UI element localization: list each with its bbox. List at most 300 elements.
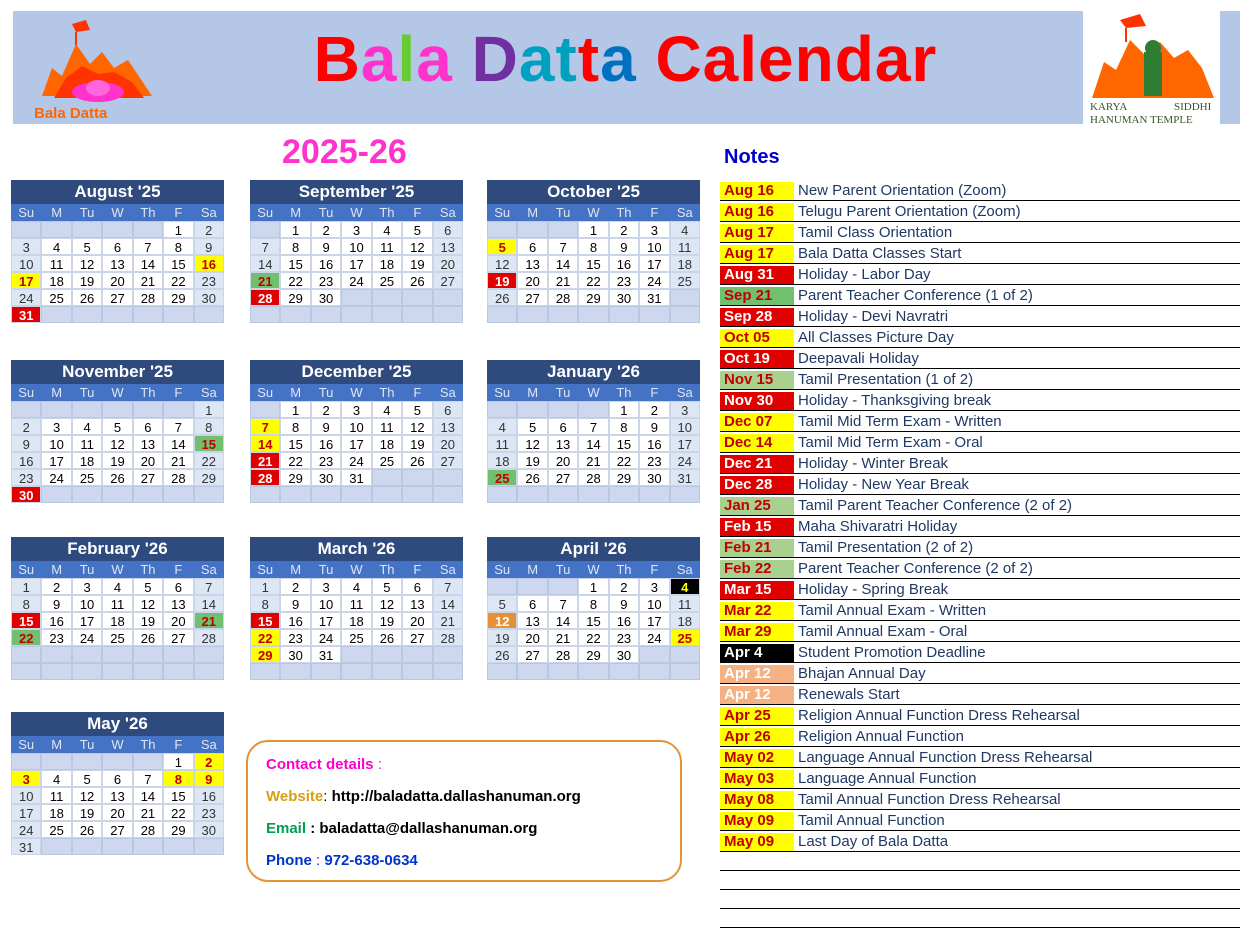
day-cell: 12 bbox=[102, 435, 132, 452]
contact-box: Contact details : Website: http://baladatta.dallashanuman.org Email : baladatta@dallashanuman.org Phone : 972-638-0634 bbox=[246, 740, 682, 882]
day-cell-empty bbox=[250, 486, 280, 503]
note-row bbox=[720, 390, 1240, 411]
note-text: All Classes Picture Day bbox=[798, 329, 954, 346]
day-cell-empty bbox=[280, 486, 310, 503]
day-cell: 11 bbox=[670, 595, 700, 612]
weekday-label: Su bbox=[257, 385, 274, 400]
weekday-label: Sa bbox=[676, 205, 693, 220]
day-cell-empty bbox=[11, 753, 41, 770]
website-link[interactable]: http://baladatta.dallashanuman.org bbox=[331, 788, 581, 805]
title-letter: t bbox=[577, 23, 601, 95]
day-cell: 21 bbox=[250, 272, 280, 289]
day-cell: 10 bbox=[11, 787, 41, 804]
day-cell: 4 bbox=[372, 401, 402, 418]
day-cell: 17 bbox=[11, 804, 41, 821]
day-cell: 21 bbox=[133, 272, 163, 289]
weekday-label: F bbox=[174, 385, 183, 400]
day-cell-empty bbox=[72, 753, 102, 770]
day-cell-empty bbox=[250, 663, 280, 680]
note-row bbox=[720, 474, 1240, 495]
day-cell: 24 bbox=[341, 272, 371, 289]
day-cell: 21 bbox=[548, 272, 578, 289]
day-cell-empty bbox=[670, 289, 700, 306]
month-title: March '26 bbox=[250, 537, 463, 561]
day-cell: 2 bbox=[194, 753, 224, 770]
day-cell-empty bbox=[578, 663, 608, 680]
day-cell-empty bbox=[250, 306, 280, 323]
note-row bbox=[720, 348, 1240, 369]
month-calendar bbox=[250, 537, 463, 680]
note-row bbox=[720, 768, 1240, 789]
day-cell-empty bbox=[609, 306, 639, 323]
day-cell: 4 bbox=[41, 770, 71, 787]
weekday-label: Sa bbox=[676, 562, 693, 577]
day-cell: 8 bbox=[163, 238, 193, 255]
day-cell: 11 bbox=[41, 787, 71, 804]
day-cell: 23 bbox=[609, 272, 639, 289]
weekday-label: Tu bbox=[555, 385, 571, 400]
weekday-header bbox=[11, 204, 224, 221]
day-cell: 5 bbox=[487, 238, 517, 255]
weekday-label: Th bbox=[379, 385, 395, 400]
title-letter: B bbox=[313, 23, 361, 95]
day-cell: 3 bbox=[41, 418, 71, 435]
day-cell: 24 bbox=[639, 272, 669, 289]
day-cell: 12 bbox=[72, 255, 102, 272]
day-cell: 13 bbox=[517, 255, 547, 272]
weekday-header bbox=[250, 384, 463, 401]
weekday-label: M bbox=[527, 205, 539, 220]
day-cell: 25 bbox=[72, 469, 102, 486]
phone-number[interactable]: 972-638-0634 bbox=[324, 852, 418, 869]
note-date: Dec 28 bbox=[720, 476, 794, 494]
note-row bbox=[720, 831, 1240, 852]
day-cell: 23 bbox=[41, 629, 71, 646]
title-letter: l bbox=[397, 23, 417, 95]
day-cell: 14 bbox=[250, 435, 280, 452]
day-cell: 14 bbox=[133, 787, 163, 804]
note-row bbox=[720, 306, 1240, 327]
day-cell-empty bbox=[102, 306, 132, 323]
month-calendar bbox=[487, 180, 700, 323]
day-cell: 29 bbox=[280, 469, 310, 486]
day-cell: 22 bbox=[578, 272, 608, 289]
day-cell: 14 bbox=[433, 595, 463, 612]
weekday-label: W bbox=[111, 385, 124, 400]
note-row bbox=[720, 201, 1240, 222]
day-cell-empty bbox=[72, 663, 102, 680]
year-label: 2025-26 bbox=[282, 133, 407, 171]
day-cell: 20 bbox=[433, 255, 463, 272]
day-cell: 28 bbox=[133, 821, 163, 838]
day-cell-empty bbox=[402, 663, 432, 680]
day-cell-empty bbox=[548, 486, 578, 503]
day-cell-empty bbox=[639, 486, 669, 503]
day-cell-empty bbox=[280, 306, 310, 323]
day-cell: 21 bbox=[433, 612, 463, 629]
email-link[interactable]: baladatta@dallashanuman.org bbox=[319, 820, 538, 837]
note-row bbox=[720, 327, 1240, 348]
title-letter: D bbox=[471, 23, 519, 95]
day-cell: 14 bbox=[250, 255, 280, 272]
day-cell-empty bbox=[487, 221, 517, 238]
day-cell: 10 bbox=[639, 595, 669, 612]
day-cell-empty bbox=[72, 401, 102, 418]
weekday-label: Tu bbox=[318, 562, 334, 577]
contact-heading-sep: : bbox=[373, 756, 382, 773]
day-cell: 27 bbox=[133, 469, 163, 486]
day-cell: 16 bbox=[609, 255, 639, 272]
day-cell: 17 bbox=[341, 435, 371, 452]
day-cell: 6 bbox=[163, 578, 193, 595]
note-date: Apr 12 bbox=[720, 686, 794, 704]
weekday-label: Tu bbox=[318, 385, 334, 400]
day-cell: 4 bbox=[372, 221, 402, 238]
day-cell-empty bbox=[41, 646, 71, 663]
day-cell-empty bbox=[11, 401, 41, 418]
weekday-label: W bbox=[587, 562, 600, 577]
day-cell: 9 bbox=[311, 238, 341, 255]
month-title: November '25 bbox=[11, 360, 224, 384]
day-cell: 1 bbox=[11, 578, 41, 595]
note-text: Renewals Start bbox=[798, 686, 900, 703]
day-cell: 13 bbox=[102, 255, 132, 272]
day-cell: 24 bbox=[311, 629, 341, 646]
day-cell-empty bbox=[402, 289, 432, 306]
phone-label: Phone bbox=[266, 852, 312, 869]
weekday-header bbox=[11, 384, 224, 401]
note-text: Student Promotion Deadline bbox=[798, 644, 986, 661]
month-calendar bbox=[11, 360, 224, 503]
day-cell: 17 bbox=[670, 435, 700, 452]
day-cell-empty bbox=[250, 401, 280, 418]
note-date: May 09 bbox=[720, 812, 794, 830]
day-cell: 16 bbox=[280, 612, 310, 629]
day-cell: 18 bbox=[341, 612, 371, 629]
day-cell: 26 bbox=[402, 452, 432, 469]
day-cell: 4 bbox=[72, 418, 102, 435]
weekday-label: Su bbox=[494, 205, 511, 220]
day-cell: 12 bbox=[372, 595, 402, 612]
day-cell-empty bbox=[72, 838, 102, 855]
day-cell: 11 bbox=[72, 435, 102, 452]
day-cell-empty bbox=[133, 838, 163, 855]
note-row bbox=[720, 285, 1240, 306]
day-cell: 11 bbox=[372, 418, 402, 435]
day-cell: 23 bbox=[639, 452, 669, 469]
day-cell-empty bbox=[517, 663, 547, 680]
weekday-label: W bbox=[111, 205, 124, 220]
day-cell-empty bbox=[341, 646, 371, 663]
day-cell: 30 bbox=[194, 821, 224, 838]
month-title: October '25 bbox=[487, 180, 700, 204]
day-cell: 18 bbox=[670, 612, 700, 629]
day-cell: 7 bbox=[250, 418, 280, 435]
day-cell: 19 bbox=[372, 612, 402, 629]
day-cell: 28 bbox=[250, 289, 280, 306]
day-cell-empty bbox=[72, 221, 102, 238]
note-date: May 09 bbox=[720, 833, 794, 851]
note-date: May 02 bbox=[720, 749, 794, 767]
day-cell: 25 bbox=[372, 272, 402, 289]
day-cell: 28 bbox=[578, 469, 608, 486]
day-cell-empty bbox=[133, 753, 163, 770]
day-cell: 9 bbox=[609, 238, 639, 255]
day-cell-empty bbox=[163, 838, 193, 855]
day-cell: 7 bbox=[250, 238, 280, 255]
month-title: January '26 bbox=[487, 360, 700, 384]
day-cell: 1 bbox=[194, 401, 224, 418]
day-cell: 26 bbox=[102, 469, 132, 486]
day-grid bbox=[11, 578, 224, 680]
day-cell: 27 bbox=[402, 629, 432, 646]
day-cell: 10 bbox=[639, 238, 669, 255]
day-cell: 24 bbox=[639, 629, 669, 646]
day-cell: 27 bbox=[517, 289, 547, 306]
day-cell: 7 bbox=[548, 595, 578, 612]
note-date: Nov 30 bbox=[720, 392, 794, 410]
title-letter: r bbox=[911, 23, 938, 95]
note-row bbox=[720, 684, 1240, 705]
weekday-label: Su bbox=[18, 737, 35, 752]
day-cell: 18 bbox=[102, 612, 132, 629]
day-cell: 28 bbox=[250, 469, 280, 486]
day-cell: 18 bbox=[372, 255, 402, 272]
day-cell: 19 bbox=[72, 272, 102, 289]
title-letter: d bbox=[834, 23, 875, 95]
day-cell: 6 bbox=[433, 401, 463, 418]
day-cell: 27 bbox=[102, 289, 132, 306]
day-cell-empty bbox=[517, 401, 547, 418]
day-cell: 19 bbox=[133, 612, 163, 629]
day-cell: 14 bbox=[133, 255, 163, 272]
day-cell: 14 bbox=[548, 612, 578, 629]
weekday-label: W bbox=[587, 205, 600, 220]
note-date: Oct 05 bbox=[720, 329, 794, 347]
day-cell: 29 bbox=[578, 289, 608, 306]
day-cell-empty bbox=[670, 306, 700, 323]
note-date: Nov 15 bbox=[720, 371, 794, 389]
website-label: Website bbox=[266, 788, 324, 805]
day-cell: 9 bbox=[311, 418, 341, 435]
karya-siddhi-logo bbox=[1086, 12, 1220, 126]
note-row bbox=[720, 810, 1240, 831]
day-cell: 13 bbox=[433, 238, 463, 255]
day-cell: 24 bbox=[41, 469, 71, 486]
day-cell: 19 bbox=[517, 452, 547, 469]
note-text: Holiday - Thanksgiving break bbox=[798, 392, 992, 409]
day-cell: 22 bbox=[280, 452, 310, 469]
weekday-label: Su bbox=[494, 562, 511, 577]
day-cell: 10 bbox=[11, 255, 41, 272]
note-row bbox=[720, 600, 1240, 621]
page-title bbox=[0, 22, 1251, 96]
day-cell-empty bbox=[372, 486, 402, 503]
notes-list bbox=[720, 180, 1240, 928]
note-text: Bala Datta Classes Start bbox=[798, 245, 962, 262]
day-cell-empty bbox=[194, 838, 224, 855]
day-cell: 13 bbox=[102, 787, 132, 804]
title-letter: e bbox=[758, 23, 795, 95]
month-calendar bbox=[487, 537, 700, 680]
day-cell: 10 bbox=[72, 595, 102, 612]
weekday-label: Sa bbox=[200, 205, 217, 220]
note-date: Apr 12 bbox=[720, 665, 794, 683]
day-cell: 22 bbox=[194, 452, 224, 469]
title-letter: a bbox=[360, 23, 398, 95]
day-cell: 25 bbox=[670, 629, 700, 646]
day-cell-empty bbox=[250, 221, 280, 238]
day-cell: 5 bbox=[72, 770, 102, 787]
weekday-label: Su bbox=[494, 385, 511, 400]
day-cell: 25 bbox=[341, 629, 371, 646]
email-label: Email bbox=[266, 820, 307, 837]
day-cell: 22 bbox=[280, 272, 310, 289]
day-cell: 23 bbox=[311, 272, 341, 289]
month-title: August '25 bbox=[11, 180, 224, 204]
note-row bbox=[720, 871, 1240, 890]
day-cell: 9 bbox=[639, 418, 669, 435]
note-row bbox=[720, 579, 1240, 600]
day-cell: 28 bbox=[194, 629, 224, 646]
note-row bbox=[720, 264, 1240, 285]
day-cell: 15 bbox=[250, 612, 280, 629]
note-row bbox=[720, 222, 1240, 243]
day-cell: 15 bbox=[578, 612, 608, 629]
day-cell: 20 bbox=[517, 272, 547, 289]
day-cell: 26 bbox=[72, 289, 102, 306]
note-text: Parent Teacher Conference (1 of 2) bbox=[798, 287, 1033, 304]
day-cell: 7 bbox=[578, 418, 608, 435]
day-cell: 12 bbox=[133, 595, 163, 612]
weekday-label: Tu bbox=[79, 562, 95, 577]
day-cell: 5 bbox=[72, 238, 102, 255]
day-cell: 18 bbox=[41, 272, 71, 289]
note-row bbox=[720, 909, 1240, 928]
day-cell: 13 bbox=[433, 418, 463, 435]
day-cell-empty bbox=[639, 646, 669, 663]
day-cell: 2 bbox=[11, 418, 41, 435]
note-text: Tamil Class Orientation bbox=[798, 224, 953, 241]
day-cell: 6 bbox=[402, 578, 432, 595]
note-text: Holiday - Spring Break bbox=[798, 581, 949, 598]
day-cell: 27 bbox=[433, 272, 463, 289]
day-cell: 23 bbox=[194, 804, 224, 821]
day-cell-empty bbox=[402, 469, 432, 486]
logo-left-text: Bala Datta bbox=[34, 105, 108, 120]
note-date: Aug 17 bbox=[720, 224, 794, 242]
day-cell-empty bbox=[578, 401, 608, 418]
month-calendar bbox=[11, 180, 224, 323]
day-cell: 12 bbox=[72, 787, 102, 804]
note-row bbox=[720, 516, 1240, 537]
note-date: Sep 28 bbox=[720, 308, 794, 326]
note-date: Dec 14 bbox=[720, 434, 794, 452]
day-grid bbox=[487, 401, 700, 503]
weekday-label: W bbox=[350, 385, 363, 400]
weekday-label: F bbox=[174, 737, 183, 752]
day-cell: 24 bbox=[72, 629, 102, 646]
day-cell: 25 bbox=[102, 629, 132, 646]
day-cell: 30 bbox=[311, 289, 341, 306]
day-cell: 9 bbox=[194, 770, 224, 787]
note-row bbox=[720, 369, 1240, 390]
day-cell: 23 bbox=[11, 469, 41, 486]
day-cell: 25 bbox=[670, 272, 700, 289]
day-cell: 22 bbox=[163, 272, 193, 289]
day-cell: 20 bbox=[163, 612, 193, 629]
note-text: Tamil Mid Term Exam - Oral bbox=[798, 434, 983, 451]
day-cell-empty bbox=[311, 663, 341, 680]
day-grid bbox=[11, 221, 224, 323]
note-row bbox=[720, 663, 1240, 684]
day-cell: 4 bbox=[670, 578, 700, 595]
weekday-label: Su bbox=[18, 562, 35, 577]
day-cell: 28 bbox=[163, 469, 193, 486]
logo-right-text-2: SIDDHI bbox=[1174, 101, 1212, 113]
day-cell: 27 bbox=[548, 469, 578, 486]
day-cell: 27 bbox=[102, 821, 132, 838]
note-text: Tamil Annual Function bbox=[798, 812, 945, 829]
day-cell-empty bbox=[133, 401, 163, 418]
day-cell-empty bbox=[433, 646, 463, 663]
day-cell: 9 bbox=[11, 435, 41, 452]
day-cell-empty bbox=[41, 753, 71, 770]
day-cell: 7 bbox=[194, 578, 224, 595]
day-cell-empty bbox=[194, 486, 224, 503]
day-cell-empty bbox=[609, 486, 639, 503]
month-calendar bbox=[250, 180, 463, 323]
day-cell: 31 bbox=[11, 838, 41, 855]
day-cell-empty bbox=[41, 306, 71, 323]
day-cell: 1 bbox=[578, 578, 608, 595]
note-text: Telugu Parent Orientation (Zoom) bbox=[798, 203, 1021, 220]
day-cell: 16 bbox=[194, 787, 224, 804]
day-cell: 12 bbox=[487, 612, 517, 629]
day-cell-empty bbox=[372, 306, 402, 323]
note-date: Mar 15 bbox=[720, 581, 794, 599]
day-cell-empty bbox=[609, 663, 639, 680]
day-grid bbox=[250, 221, 463, 323]
note-row bbox=[720, 642, 1240, 663]
day-cell: 5 bbox=[133, 578, 163, 595]
weekday-label: M bbox=[51, 737, 63, 752]
day-cell: 13 bbox=[517, 612, 547, 629]
note-date: Apr 25 bbox=[720, 707, 794, 725]
weekday-label: M bbox=[527, 562, 539, 577]
day-cell: 28 bbox=[548, 646, 578, 663]
day-cell-empty bbox=[548, 663, 578, 680]
day-grid bbox=[250, 401, 463, 503]
day-grid bbox=[487, 578, 700, 680]
day-cell-empty bbox=[102, 838, 132, 855]
day-cell: 26 bbox=[487, 646, 517, 663]
day-cell-empty bbox=[102, 486, 132, 503]
day-cell: 18 bbox=[487, 452, 517, 469]
day-cell: 13 bbox=[402, 595, 432, 612]
note-date: May 08 bbox=[720, 791, 794, 809]
title-letter bbox=[453, 22, 472, 96]
note-text: Maha Shivaratri Holiday bbox=[798, 518, 958, 535]
day-cell: 9 bbox=[41, 595, 71, 612]
day-cell: 20 bbox=[402, 612, 432, 629]
title-letter bbox=[637, 22, 656, 96]
day-cell: 5 bbox=[402, 221, 432, 238]
day-cell: 30 bbox=[639, 469, 669, 486]
day-cell: 2 bbox=[194, 221, 224, 238]
day-cell-empty bbox=[41, 221, 71, 238]
day-cell: 27 bbox=[517, 646, 547, 663]
